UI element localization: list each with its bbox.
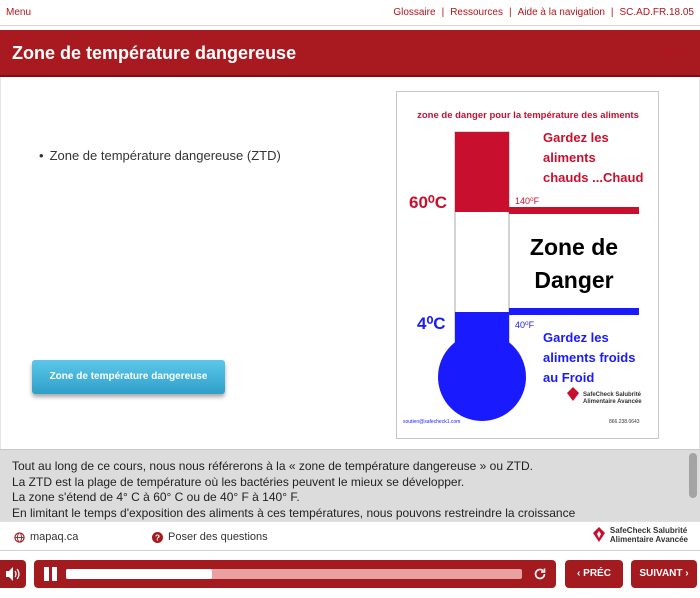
navigation-help-link[interactable]: Aide à la navigation	[517, 7, 605, 18]
zone-text-1: Zone de	[529, 234, 619, 260]
menu-link[interactable]: Menu	[6, 7, 32, 18]
ask-questions-link[interactable]	[152, 531, 268, 543]
player-bar	[0, 560, 700, 598]
bullet-item	[39, 148, 281, 163]
cold-fahrenheit: 40⁰F	[515, 320, 535, 330]
next-button[interactable]: SUIVANT ›	[631, 560, 697, 588]
replay-icon[interactable]	[532, 566, 548, 582]
transcript-text	[12, 459, 672, 521]
top-menu-bar	[0, 0, 700, 26]
logo-line: SafeCheck Salubrité	[609, 526, 688, 535]
hot-fahrenheit: 140⁰F	[515, 196, 540, 206]
separator: |	[441, 7, 445, 18]
figure-brand-1: SafeCheck Salubrité	[583, 392, 642, 398]
svg-text:?: ?	[154, 533, 161, 543]
resources-link[interactable]: Ressources	[450, 7, 503, 18]
thermometer-bulb	[438, 333, 526, 421]
cold-celsius: 4⁰C	[417, 314, 446, 333]
glossary-link[interactable]: Glossaire	[393, 7, 436, 18]
progress-track[interactable]	[66, 569, 522, 579]
cold-text-1: Gardez les	[543, 330, 609, 345]
safecheck-logo	[592, 526, 688, 544]
hot-text-3: chauds ...Chaud	[543, 170, 644, 185]
transcript-panel[interactable]	[0, 449, 700, 521]
slide-number: #2.02	[662, 47, 688, 58]
hot-celsius: 60⁰C	[409, 193, 448, 212]
separator: |	[610, 7, 614, 18]
footer-bar	[0, 521, 700, 551]
maple-leaf-icon	[592, 526, 606, 544]
cold-line	[509, 308, 639, 315]
previous-button[interactable]: ‹ PRÉC	[565, 560, 623, 588]
bullet-text: Zone de température dangereuse (ZTD)	[49, 148, 281, 163]
cold-text-3: au Froid	[543, 370, 595, 385]
pause-button[interactable]	[44, 567, 58, 581]
hot-line	[509, 207, 639, 214]
hot-section	[455, 132, 509, 212]
thermometer-svg	[397, 92, 660, 440]
pause-icon	[44, 567, 49, 581]
figure-heading: zone de danger pour la température des aliments	[417, 110, 639, 121]
figure-phone: 866.238.0643	[609, 419, 640, 425]
transcript-line: Tout au long de ce cours, nous nous référerons à la « zone de température dangereuse » ou ZTD.	[12, 459, 533, 473]
slide-title-bar	[0, 30, 700, 77]
transcript-line: La zone s'étend de 4° C à 60° C ou de 40° F à 140° F.	[12, 490, 300, 504]
transcript-scrollbar[interactable]	[689, 453, 697, 498]
separator: |	[509, 7, 512, 18]
danger-zone-button[interactable]: Zone de température dangereuse	[32, 360, 225, 394]
course-code: SC.AD.FR.18.05	[619, 7, 694, 18]
cold-text-2: aliments froids	[543, 350, 636, 365]
globe-icon	[14, 532, 25, 543]
figure-brand-2: Alimentaire Avancée	[583, 399, 642, 405]
slide-title: Zone de température dangereuse	[12, 43, 297, 63]
top-links	[393, 7, 694, 18]
maple-leaf-icon	[567, 387, 579, 401]
site-link[interactable]	[14, 531, 78, 543]
question-icon	[152, 532, 163, 543]
logo-text	[610, 526, 688, 544]
transcript-line: En limitant le temps d'exposition des aliments à ces températures, nous pouvons restreindre la croissance	[12, 505, 576, 520]
logo-line: Alimentaire Avancée	[609, 535, 688, 544]
figure-email: soutien@safecheck1.com	[403, 419, 461, 425]
thermometer-figure	[396, 91, 659, 439]
bullet-icon: •	[39, 148, 44, 163]
speaker-icon	[0, 560, 26, 588]
hot-text-1: Gardez les	[543, 130, 609, 145]
zone-text-2: Danger	[534, 267, 614, 293]
pause-icon	[52, 567, 57, 581]
site-label: mapaq.ca	[30, 531, 79, 543]
progress-fill	[66, 569, 212, 579]
ask-questions-label: Poser des questions	[168, 531, 268, 543]
volume-button[interactable]	[0, 560, 26, 588]
hot-text-2: aliments	[543, 150, 596, 165]
progress-control	[34, 560, 556, 588]
slide-content	[0, 77, 700, 449]
transcript-line: La ZTD est la plage de température où les bactéries peuvent le mieux se développer.	[12, 474, 465, 489]
